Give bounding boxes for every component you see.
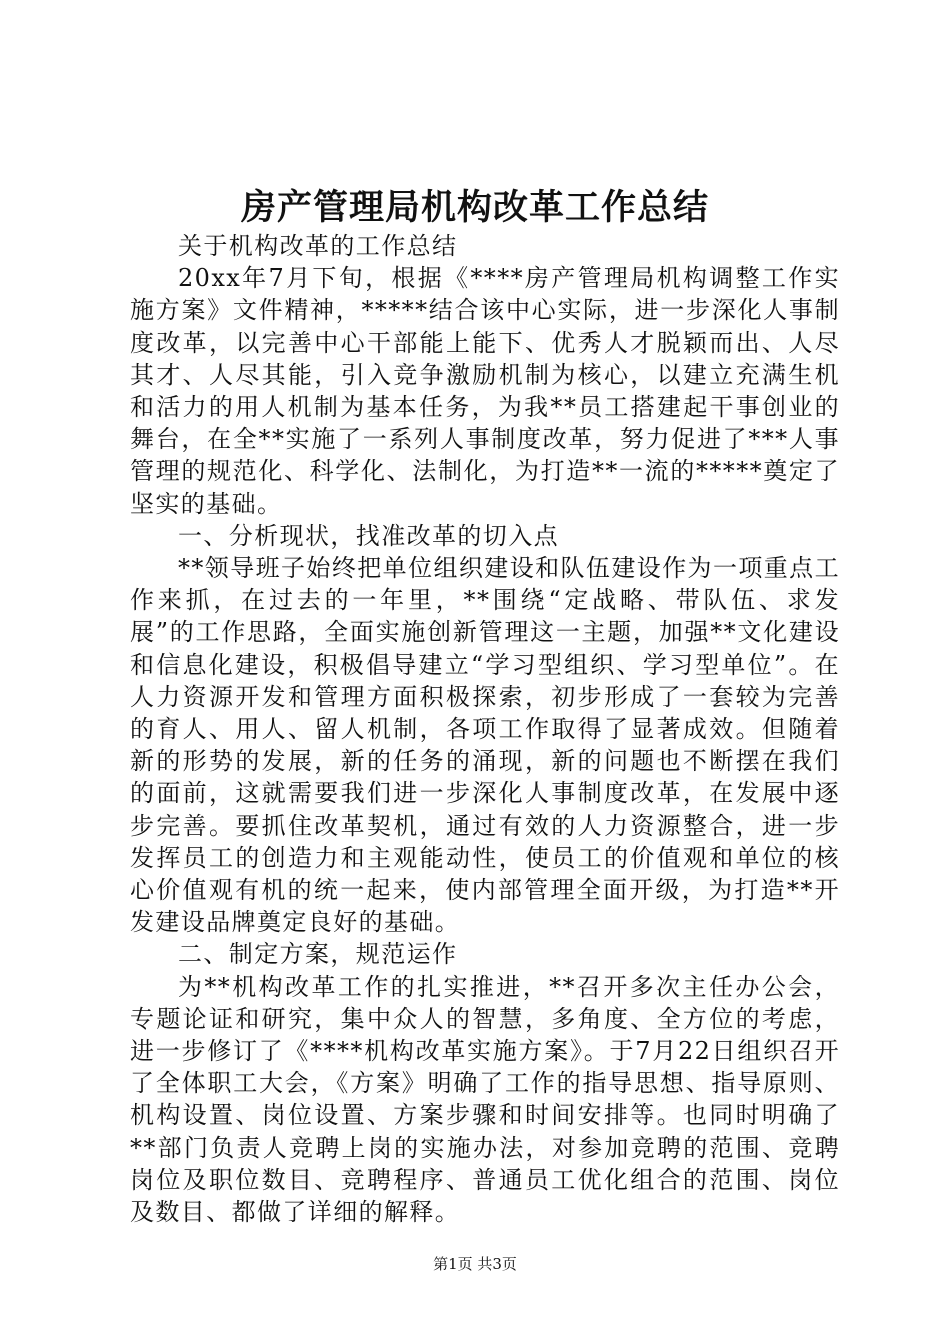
paragraph-section-2: 为**机构改革工作的扎实推进，**召开多次主任办公会，专题论证和研究，集中众人的智慧，多角度、全方位的考虑，进一步修订了《****机构改革实施方案》。于7月22日组织召开了全体职工大会，《方案》明确了工作的指导思想、指导原则、机构设置、岗位设置、方案步骤和时间安排等。也同时明确了**部门负责人竞聘上岗的实施办法，对参加竞聘的范围、竞聘岗位及职位数目、竞聘程序、普通员工优化组合的范围、岗位及数目、都做了详细的解释。: [130, 972, 840, 1227]
paragraph-intro: 20xx年7月下旬，根据《****房产管理局机构调整工作实施方案》文件精神，*****结合该中心实际，进一步深化人事制度改革，以完善中心干部能上能下、优秀人才脱颖而出、人尽其才、人尽其能，引入竞争激励机制为核心，以建立充满生机和活力的用人机制为基本任务，为我**员工搭建起干事创业的舞台，在全**实施了一系列人事制度改革，努力促进了***人事管理的规范化、科学化、法制化，为打造**一流的*****奠定了坚实的基础。: [130, 264, 840, 518]
document-title: 房产管理局机构改革工作总结: [240, 187, 709, 228]
section-heading-1: 一、分析现状，找准改革的切入点: [178, 521, 559, 550]
page-number-footer: 第1页 共3页: [433, 1255, 517, 1273]
paragraph-subtitle: 关于机构改革的工作总结: [178, 232, 458, 260]
document-body: [130, 230, 840, 1228]
paragraph-section-1: **领导班子始终把单位组织建设和队伍建设作为一项重点工作来抓，在过去的一年里，**围绕“定战略、带队伍、求发展”的工作思路，全面实施创新管理这一主题，加强**文化建设和信息化建设，积极倡导建立“学习型组织、学习型单位”。在人力资源开发和管理方面积极探索，初步形成了一套较为完善的育人、用人、留人机制，各项工作取得了显著成效。但随着新的形势的发展，新的任务的涌现，新的问题也不断摆在我们的面前，这就需要我们进一步深化人事制度改革，在发展中逐步完善。要抓住改革契机，通过有效的人力资源整合，进一步发挥员工的创造力和主观能动性，使员工的价值观和单位的核心价值观有机的统一起来，使内部管理全面开级，为打造**开发建设品牌奠定良好的基础。: [130, 554, 840, 937]
section-heading-2: 二、制定方案，规范运作: [178, 940, 458, 969]
